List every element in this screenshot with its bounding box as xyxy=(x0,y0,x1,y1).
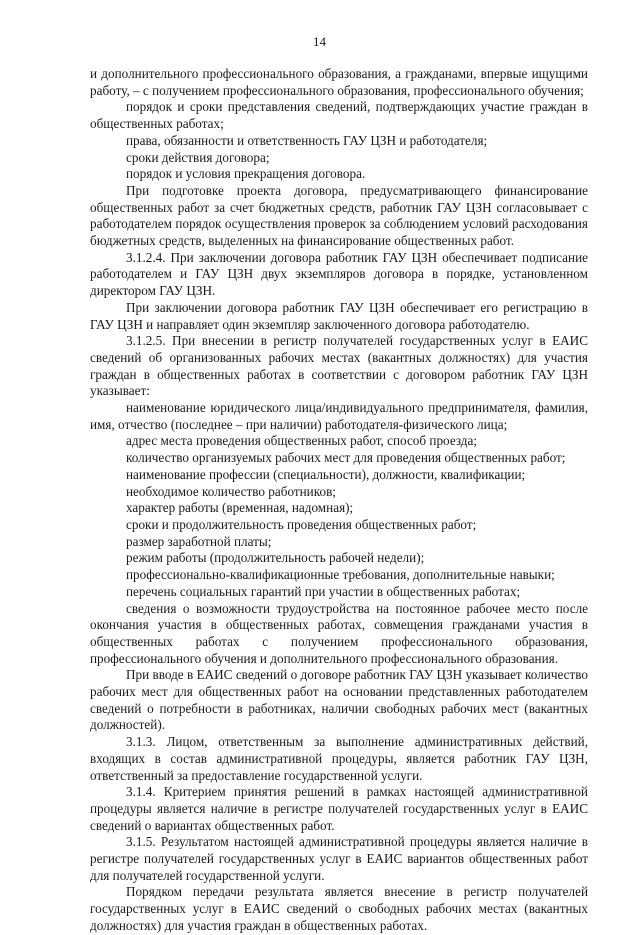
paragraph: При подготовке проекта договора, предусматривающего финансирование общественных работ за счет бюджетных средств, работник ГАУ ЦЗН согласовывает с работодателем порядок осуществления проверок за соблюдением условий расходования бюджетных средств, выделенных на финансирование общественных работ. xyxy=(90,182,588,249)
section-3-1-5: 3.1.5. Результатом настоящей административной процедуры является наличие в регистре получателей государственных услуг в ЕАИС вариантов общественных работ для получателей государственной услуги. xyxy=(90,834,588,883)
list-item: адрес места проведения общественных работ, способ проезда; xyxy=(126,433,478,449)
paragraph: и дополнительного профессионального образования, а гражданами, впервые ищущими работу, – с получением профессионального образования, профессионального обучения; xyxy=(90,66,588,98)
section-3-1-2-4: 3.1.2.4. При заключении договора работник ГАУ ЦЗН обеспечивает подписание работодателем и ГАУ ЦЗН двух экземпляров договора в порядке, установленном директором ГАУ ЦЗН. xyxy=(90,249,588,299)
list-item: наименование юридического лица/индивидуального предпринимателя, фамилия, имя, отчество (последнее – при наличии) работодателя-физического лица; xyxy=(90,400,588,432)
paragraph: При вводе в ЕАИС сведений о договоре работник ГАУ ЦЗН указывает количество рабочих мест для общественных работ на основании представленных работодателем сведений о потребности в работниках, наличии свободных рабочих мест (вакантных должностей). xyxy=(90,667,588,733)
list-item: режим работы (продолжительность рабочей недели); xyxy=(126,550,425,566)
paragraph: При заключении договора работник ГАУ ЦЗН обеспечивает его регистрацию в ГАУ ЦЗН и направляет один экземпляр заключенного договора работодателю. xyxy=(90,299,588,332)
list-item: порядок и сроки представления сведений, подтверждающих участие граждан в общественных работах; xyxy=(90,99,588,132)
page-number: 14 xyxy=(313,34,326,49)
list-item: количество организуемых рабочих мест для проведения общественных работ; xyxy=(126,450,566,466)
list-item: размер заработной платы; xyxy=(126,533,272,549)
list-item: наименование профессии (специальности), должности, квалификации; xyxy=(126,466,526,482)
section-3-1-4: 3.1.4. Критерием принятия решений в рамках настоящей административной процедуры является наличие в регистре получателей государственных услуг в ЕАИС сведений о вариантах общественных работ. xyxy=(90,784,588,833)
list-item: сроки и продолжительность проведения общественных работ; xyxy=(126,516,477,532)
list-item: необходимое количество работников; xyxy=(126,483,336,499)
list-item: сведения о возможности трудоустройства на постоянное рабочее место после окончания участия в общественных работах, совмещения гражданами участия в общественных работах с получением профессионального образования, профессионального обучения и дополнительного профессионального образования. xyxy=(90,600,588,666)
list-item: характер работы (временная, надомная); xyxy=(126,500,354,516)
list-item: порядок и условия прекращения договора. xyxy=(126,166,366,182)
section-3-1-3: 3.1.3. Лицом, ответственным за выполнение административных действий, входящих в состав административной процедуры, является работник ГАУ ЦЗН, ответственный за предоставление государственной услуги. xyxy=(90,734,588,783)
list-item: права, обязанности и ответственность ГАУ ЦЗН и работодателя; xyxy=(126,132,488,148)
list-item: сроки действия договора; xyxy=(126,149,270,165)
list-item: перечень социальных гарантий при участии в общественных работах; xyxy=(126,583,521,599)
list-item: профессионально-квалификационные требования, дополнительные навыки; xyxy=(126,567,555,583)
document-body xyxy=(90,66,588,935)
paragraph: Порядком передачи результата является внесение в регистр получателей государственных услуг в ЕАИС сведений о свободных рабочих местах (вакантных должностях) для участия граждан в общественных работах. xyxy=(90,884,588,933)
section-3-1-2-5: 3.1.2.5. При внесении в регистр получателей государственных услуг в ЕАИС сведений об организованных рабочих местах (вакантных должностях) для участия граждан в общественных работах в соответствии с договором работник ГАУ ЦЗН указывает: xyxy=(90,333,588,399)
